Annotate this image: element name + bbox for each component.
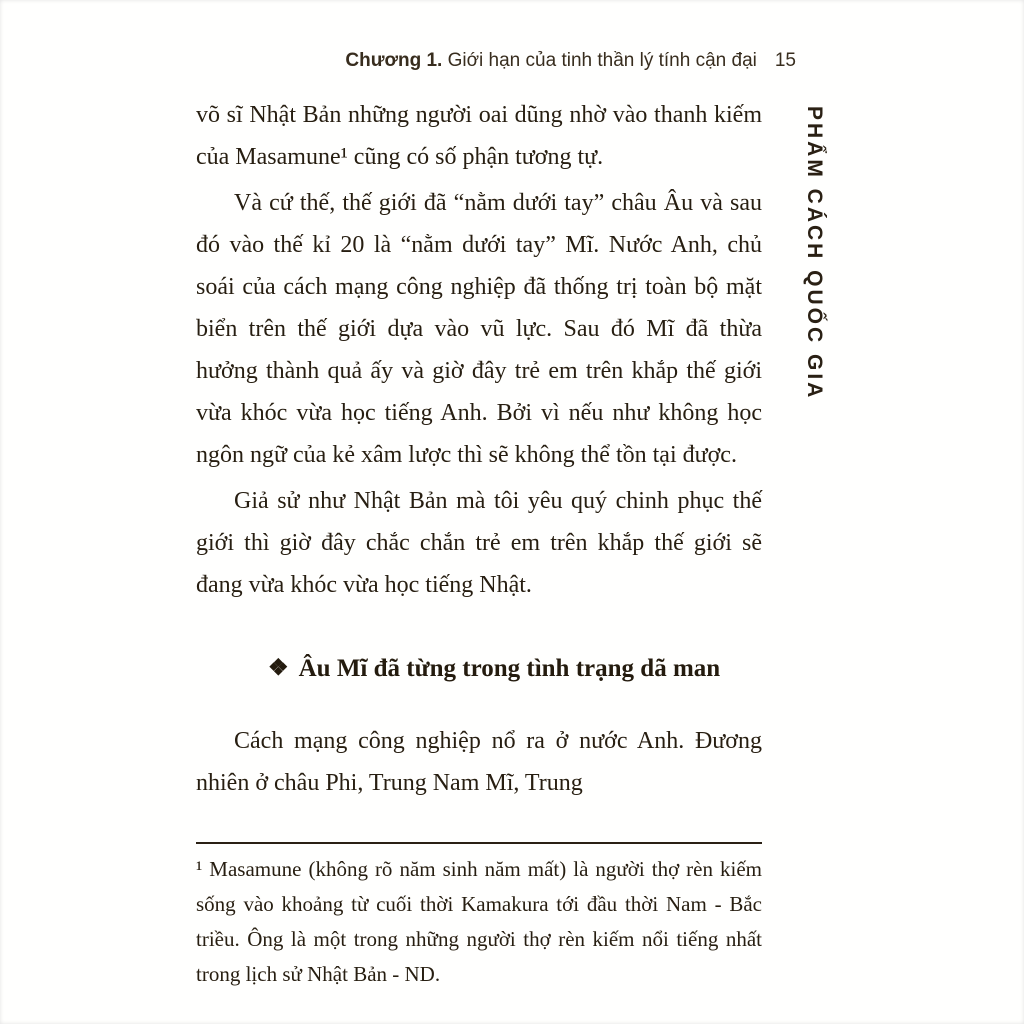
- footnote-text: ¹ Masamune (không rõ năm sinh năm mất) là người thợ rèn kiếm sống vào khoảng từ cuối thời Kamakura tới đầu thời Nam - Bắc triều. Ông là một trong những người thợ rèn kiếm nổi tiếng nhất trong lịch sử Nhật Bản - ND.: [196, 857, 762, 986]
- body-text: [196, 94, 762, 804]
- paragraph: võ sĩ Nhật Bản những người oai dũng nhờ vào thanh kiếm của Masamune¹ cũng có số phận tương tự.: [196, 102, 762, 170]
- page-number: 15: [774, 50, 796, 71]
- paragraph: Giả sử như Nhật Bản mà tôi yêu quý chinh phục thế giới thì giờ đây chắc chắn trẻ em trên khắp thế giới sẽ đang vừa khóc vừa học tiếng Nhật.: [196, 488, 762, 598]
- section-heading: [196, 648, 762, 690]
- footnote: [196, 842, 762, 992]
- chapter-label: Chương 1.: [345, 50, 443, 71]
- chapter-heading: [345, 50, 756, 72]
- paragraph: Cách mạng công nghiệp nổ ra ở nước Anh. Đương nhiên ở châu Phi, Trung Nam Mĩ, Trung: [196, 728, 762, 796]
- diamond-bullet-icon: ❖: [268, 655, 289, 680]
- paragraph: Và cứ thế, thế giới đã “nằm dưới tay” châu Âu và sau đó vào thế kỉ 20 là “nằm dưới tay” Mĩ. Nước Anh, chủ soái của cách mạng công nghiệp đã thống trị toàn bộ mặt biển trên thế giới dựa vào vũ lực. Sau đó Mĩ đã thừa hưởng thành quả ấy và giờ đây trẻ em trên khắp thế giới vừa khóc vừa học tiếng Anh. Bởi vì nếu như không học ngôn ngữ của kẻ xâm lược thì sẽ không thể tồn tại được.: [196, 190, 762, 468]
- vertical-book-title: PHẨM CÁCH QUỐC GIA: [803, 106, 826, 401]
- footnote-divider: [196, 842, 762, 844]
- chapter-title: Giới hạn của tinh thần lý tính cận đại: [447, 50, 757, 71]
- section-heading-text: Âu Mĩ đã từng trong tình trạng dã man: [298, 655, 721, 682]
- running-header: [196, 50, 796, 72]
